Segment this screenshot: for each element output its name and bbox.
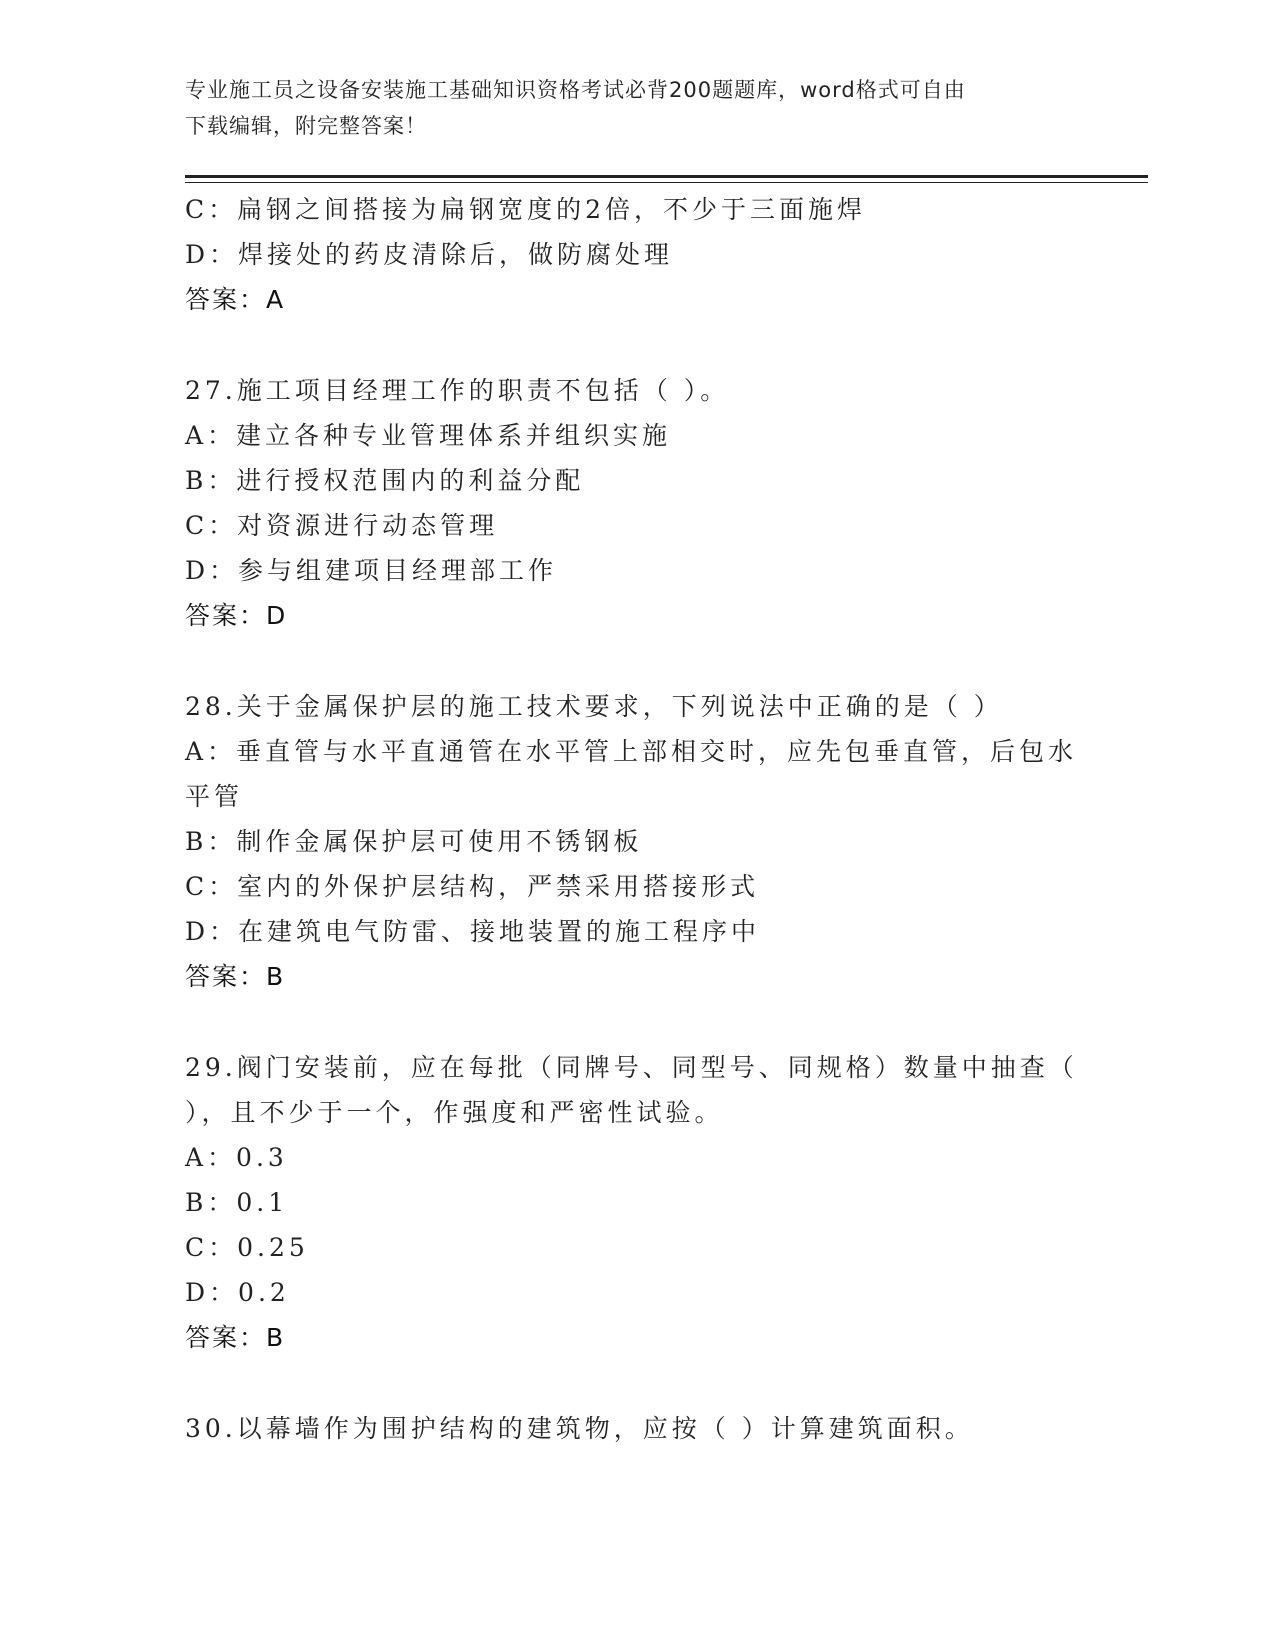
option-c: C：0.25	[185, 1233, 309, 1262]
question-27: 27.施工项目经理工作的职责不包括（ ）。	[185, 376, 730, 405]
option-b: B：进行授权范围内的利益分配	[185, 466, 585, 495]
question-29: 29.阀门安装前，应在每批（同牌号、同型号、同规格）数量中抽查（	[185, 1053, 1078, 1082]
answer: 答案：B	[185, 962, 286, 991]
header-rule-thick	[185, 175, 1148, 178]
option-c: C：扁钢之间搭接为扁钢宽度的2倍，不少于三面施焊	[185, 195, 867, 224]
option-d: D：0.2	[185, 1278, 290, 1307]
option-a: A：垂直管与水平直通管在水平管上部相交时，应先包垂直管，后包水	[185, 737, 1078, 766]
question-29-continued: ），且不少于一个，作强度和严密性试验。	[185, 1098, 724, 1127]
answer: 答案：A	[185, 285, 286, 314]
option-d: D：焊接处的药皮清除后，做防腐处理	[185, 240, 674, 269]
header-line-1: 专业施工员之设备安装施工基础知识资格考试必背200题题库，word格式可自由	[185, 78, 966, 102]
answer: 答案：D	[185, 601, 288, 630]
option-c: C：室内的外保护层结构，严禁采用搭接形式	[185, 872, 760, 901]
option-c: C：对资源进行动态管理	[185, 511, 499, 540]
question-30: 30.以幕墙作为围护结构的建筑物，应按（ ）计算建筑面积。	[185, 1414, 974, 1443]
option-a: A：建立各种专业管理体系并组织实施	[185, 421, 672, 450]
option-d: D：在建筑电气防雷、接地装置的施工程序中	[185, 917, 761, 946]
option-b: B：0.1	[185, 1188, 289, 1217]
question-content	[185, 187, 1085, 1451]
header-rule-thin	[185, 182, 1148, 183]
answer: 答案：B	[185, 1323, 286, 1352]
document-header	[185, 72, 1065, 144]
option-a-continued: 平管	[185, 782, 244, 811]
option-a: A：0.3	[185, 1143, 288, 1172]
option-b: B：制作金属保护层可使用不锈钢板	[185, 827, 643, 856]
header-line-2: 下载编辑，附完整答案！	[185, 114, 427, 138]
option-d: D：参与组建项目经理部工作	[185, 556, 558, 585]
question-28: 28.关于金属保护层的施工技术要求，下列说法中正确的是（ ）	[185, 692, 1003, 721]
